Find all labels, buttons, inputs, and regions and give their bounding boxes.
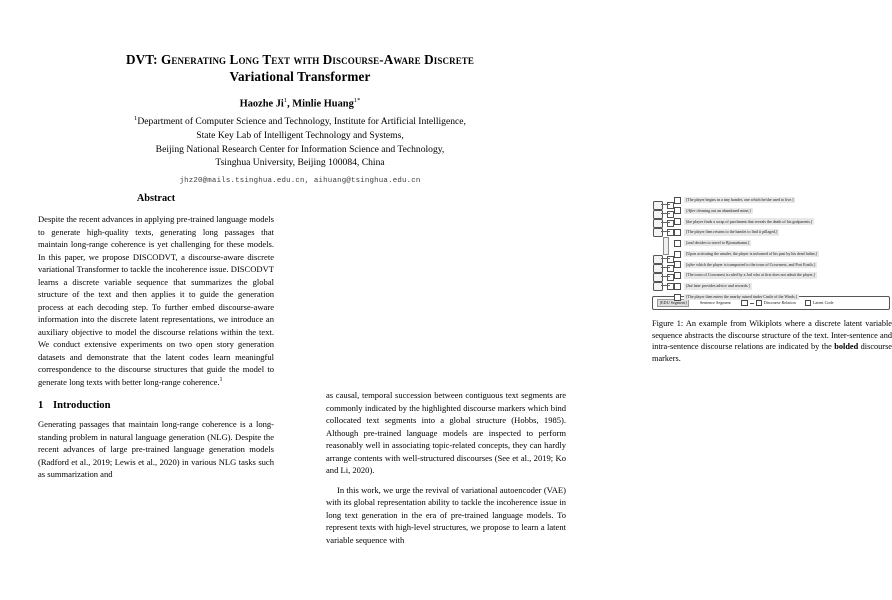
affiliation-line-2: State Key Lab of Intelligent Technology and Systems, <box>196 130 404 142</box>
segment-checkbox-icon <box>674 283 681 290</box>
abstract-text <box>38 213 274 388</box>
segment-row <box>674 238 892 248</box>
sentence-segment-bar <box>663 237 670 255</box>
discourse-relation-link <box>661 213 670 214</box>
author-1-affil-marker: 1 <box>283 96 288 104</box>
affiliation-line-1: Department of Computer Science and Technology, Institute for Artificial Intelligence, <box>137 116 466 128</box>
segment-checkbox-icon <box>674 272 681 279</box>
figure-caption-text: An example from Wikiplots where a discrete latent variable sequence abstracts the discourse structure of the text. Inter-sentence and intra-sentence discourse relations are indicated by the <box>652 318 892 352</box>
segment-row <box>674 270 892 280</box>
segment-rest: later provides advice and rewards.] <box>692 283 750 289</box>
segment-text <box>684 262 817 268</box>
figure-1-caption <box>652 318 892 365</box>
segment-text: [the player finds a scrap of parchment that reveals the death of his godparents.] <box>686 218 813 224</box>
discourse-relation-link <box>661 222 670 223</box>
abstract-footnote-marker: 1 <box>219 376 223 383</box>
latent-code-box <box>653 264 663 273</box>
two-column-body <box>0 193 892 600</box>
author-emails: jhz20@mails.tsinghua.edu.cn, aihuang@tsinghua.edu.cn <box>179 176 421 185</box>
right-paragraph-continued: as causal, temporal succession between contiguous text segments are commonly indicated by the highlighted discourse markers which bind collocated text segments into a global structure (Hobbs, 1985). Although pre-trained language models are inspected to perform reasonably well in associating topic-related concepts, they can hardly arrange contents with well-structured discourses (See et al., 2019; Ko and Li, 2020). <box>326 390 566 476</box>
discourse-relation-node <box>667 283 674 290</box>
segment-rest: cleaning out an abandoned mine,] <box>695 207 751 213</box>
discourse-relation-node <box>667 202 674 209</box>
discourse-relation-node <box>667 265 674 272</box>
segment-row <box>674 292 892 302</box>
abstract-text-span: Despite the recent advances in applying pre-trained language models to generate high-quality texts, generating long passages that maintain long-range coherence is yet challenging for these models. In this paper, we propose DISCODVT, a discourse-aware discrete variational Transformer to tackle the incoherence issue. DISCODVT learns a discrete variable sequence that summarizes the global structure of the text and then applies it to guide the generation process at each decoding step. To further embed discourse-aware information into the discrete latent representations, we introduce an auxiliary objective to model the discourse relations within the text. We conduct extensive experiments on two open story generation datasets and demonstrate that the latent codes learn meaningful correspondence to the discourse structures that guide the model to generate long texts with better long-range coherence. <box>38 214 274 387</box>
segment-text: [The player begins in a tiny hamlet, one which he/she used to live.] <box>686 196 794 202</box>
figure-caption-prefix: Figure 1: <box>652 318 684 328</box>
segment-rest: which the player is transported to the town of Crowsnest, and Port Ecnils.] <box>695 261 816 267</box>
title-line2: Variational Transformer <box>229 68 371 84</box>
discourse-relation-link <box>661 204 670 205</box>
figure-1 <box>652 193 892 365</box>
right-column <box>326 193 892 600</box>
discourse-relation-link <box>661 285 670 286</box>
segment-text <box>684 283 752 289</box>
left-column <box>38 193 274 600</box>
discourse-relation-node <box>667 274 674 281</box>
segment-row <box>674 217 892 227</box>
discourse-relation-link <box>661 267 670 268</box>
legend-sentence-label: Sentence Segment <box>699 300 731 306</box>
segment-text: [The player then returns to the hamlet to find it pillaged,] <box>686 229 778 235</box>
affiliation-line-4: Tsinghua University, Beijing 100084, China <box>215 157 385 169</box>
legend-latent-code-label: Latent Code <box>812 300 834 306</box>
segment-checkbox-icon <box>674 294 681 301</box>
segment-rest: decides to travel to Bjornarhamn.] <box>693 240 750 246</box>
latent-code-box <box>653 282 663 291</box>
section-number: 1 <box>38 400 44 412</box>
latent-code-box <box>653 201 663 210</box>
segment-row <box>674 195 892 205</box>
segment-row <box>674 206 892 216</box>
latent-code-box <box>653 210 663 219</box>
author-1: Haozhe Ji <box>239 98 284 110</box>
author-list <box>62 97 538 109</box>
latent-code-box <box>653 255 663 264</box>
segment-row-list <box>674 195 892 306</box>
discourse-relation-node <box>667 229 674 236</box>
segment-text: [The player then enters the nearby ruined tinder Castle of the Winds.] <box>686 294 797 299</box>
discourse-relation-link <box>661 276 670 277</box>
right-paragraph-new: In this work, we urge the revival of variational autoencoder (VAE) with its global representation ability to tackle the incoherence issue in long text generation in the era of pre-trained language models. To represent texts with high-level structures, we propose to learn a latent variable sequence with <box>326 484 566 545</box>
discourse-relation-node <box>667 211 674 218</box>
segment-checkbox-icon <box>674 240 681 247</box>
author-2: , Minlie Huang <box>287 98 354 110</box>
figure-caption-suffix: discourse markers. <box>652 342 892 364</box>
right-column-text <box>326 389 566 546</box>
discourse-relation-link <box>661 258 670 259</box>
affiliation-marker: 1 <box>134 115 138 123</box>
affiliation-line-3: Beijing National Research Center for Information Science and Technology, <box>155 143 445 155</box>
discourse-relation-node <box>667 220 674 227</box>
legend-discourse-relation-label: Discourse Relation <box>763 300 796 306</box>
introduction-paragraph-1: Generating passages that maintain long-range coherence is a long-standing problem in natural language generation (NLG). Despite the recent advances of large pre-trained language generation models (Radford et al., 2019; Lewis et al., 2020) in various NLG tasks such as summarization and <box>38 419 274 480</box>
segment-text: [Upon activating the amulet, the player is informed of his past by his dead father,] <box>686 250 817 256</box>
segment-checkbox-icon <box>674 207 681 214</box>
section-title: Introduction <box>53 400 111 412</box>
segment-text <box>684 208 753 214</box>
legend-edu-swatch: [EDU Segment] <box>657 299 689 307</box>
segment-row <box>674 249 892 259</box>
discourse-marker: [after <box>686 261 696 267</box>
abstract-heading: Abstract <box>136 193 176 204</box>
latent-code-box <box>653 273 663 282</box>
segment-checkbox-icon <box>674 229 681 236</box>
latent-code-box <box>653 219 663 228</box>
discourse-relation-link <box>661 231 670 232</box>
segment-checkbox-icon <box>674 218 681 225</box>
segment-checkbox-icon <box>674 251 681 258</box>
title-smallcaps: DVT: Generating Long Text with Discourse-Aware Discrete <box>126 52 474 67</box>
page-title <box>62 52 538 86</box>
discourse-marker: [but <box>686 283 693 289</box>
segment-row <box>674 227 892 237</box>
latent-code-rail <box>652 197 676 293</box>
segment-checkbox-icon <box>674 261 681 268</box>
figure-caption-bold: bolded <box>834 342 859 352</box>
discourse-relation-node <box>667 256 674 263</box>
discourse-marker: [and <box>686 240 694 246</box>
segment-checkbox-icon <box>674 197 681 204</box>
segment-row <box>674 260 892 270</box>
segment-text: [The town of Crowsnest is ruled by a Jarl who at first does not admit the player,] <box>686 272 815 278</box>
figure-1-diagram <box>652 193 892 299</box>
affiliation-block <box>62 114 538 170</box>
latent-code-box <box>653 228 663 237</box>
discourse-marker: [After <box>686 207 696 213</box>
author-2-affil-marker: 1* <box>353 96 361 104</box>
segment-text <box>684 240 751 246</box>
title-block <box>0 0 600 185</box>
segment-row <box>674 281 892 291</box>
section-heading-introduction <box>38 400 274 411</box>
